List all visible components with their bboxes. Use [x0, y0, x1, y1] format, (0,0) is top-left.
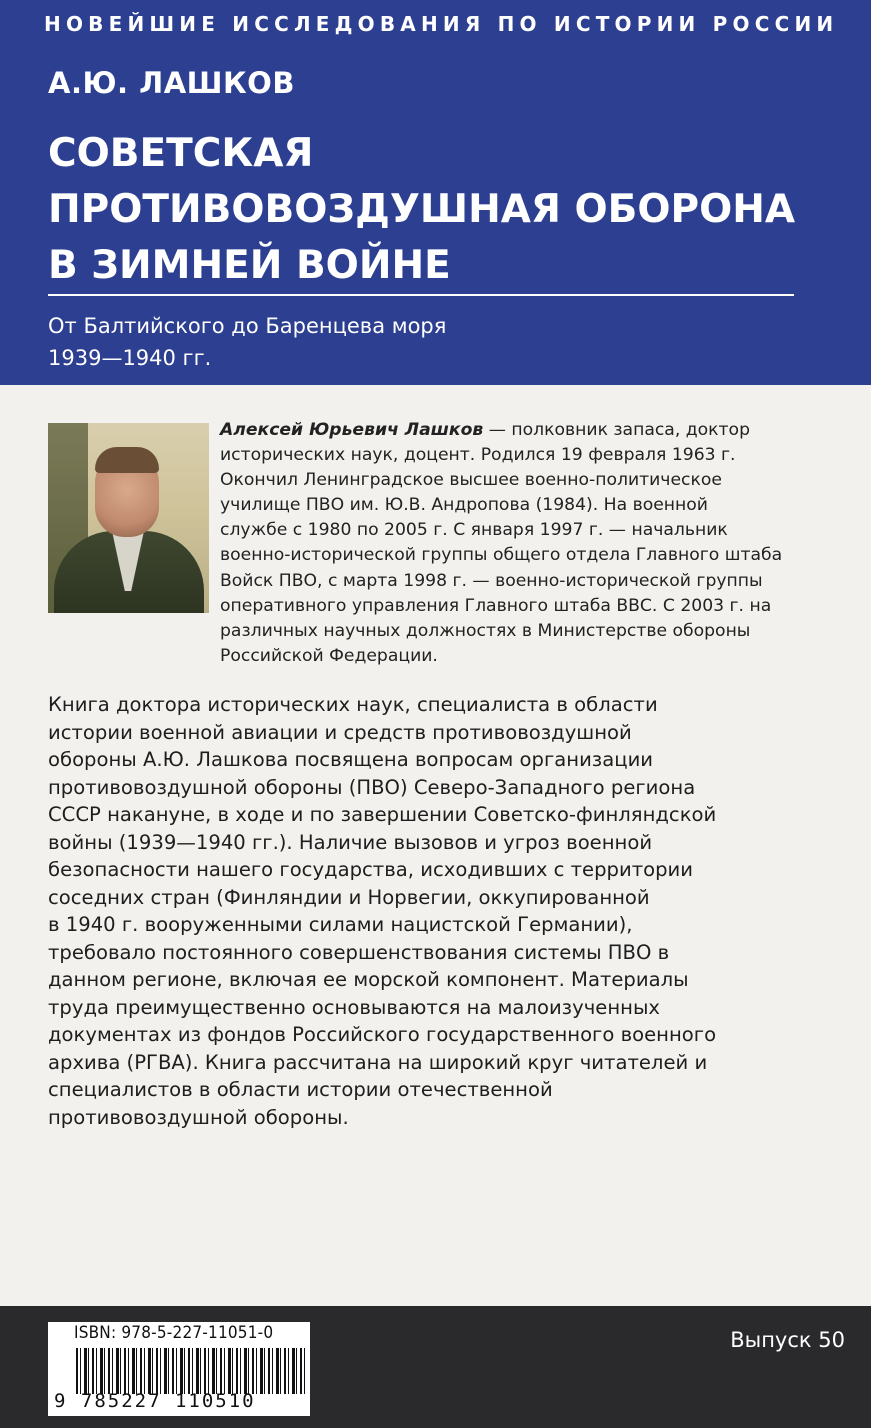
title-line: СОВЕТСКАЯ: [48, 131, 314, 176]
description-line: войны (1939—1940 гг.). Наличие вызовов и угроз военной: [48, 830, 653, 854]
subtitle-line: 1939—1940 гг.: [48, 346, 212, 370]
subtitle-line: От Балтийского до Баренцева моря: [48, 314, 447, 338]
bio-line: Войск ПВО, с марта 1998 г. — военно-исторической группы: [220, 570, 763, 591]
issue-number: Выпуск 50: [730, 1328, 845, 1352]
description-line: данном регионе, включая ее морской компонент. Материалы: [48, 968, 689, 991]
photo-hair: [95, 447, 159, 473]
description-line: противовоздушной обороны.: [48, 1105, 349, 1129]
description-line: труда преимущественно основываются на малоизученных: [48, 995, 661, 1019]
author-name: А.Ю. ЛАШКОВ: [48, 66, 295, 100]
description-line: Книга доктора исторических наук, специалиста в области: [48, 693, 658, 716]
author-photo: [48, 423, 209, 613]
bio-line: [220, 418, 830, 443]
barcode-bars: [76, 1348, 306, 1394]
description-line: безопасности нашего государства, исходивших с территории: [48, 858, 694, 881]
bio-line: училище ПВО им. Ю.В. Андропова (1984). На военной: [220, 495, 708, 516]
description-line: специалистов в области истории отечественной: [48, 1078, 553, 1101]
book-description: [48, 691, 848, 1131]
book-title: [48, 126, 848, 294]
title-line: ПРОТИВОВОЗДУШНАЯ ОБОРОНА: [48, 187, 796, 232]
description-line: документах из фондов Российского государственного военного: [48, 1023, 717, 1046]
title-divider: [48, 294, 794, 296]
bio-line: службе с 1980 по 2005 г. С января 1997 г. — начальник: [220, 520, 728, 541]
description-line: требовало постоянного совершенствования системы ПВО в: [48, 940, 670, 964]
description-line: истории военной авиации и средств противовоздушной: [48, 720, 632, 744]
description-line: в 1940 г. вооруженными силами нацистской Германии),: [48, 913, 633, 936]
bio-line: исторических наук, доцент. Родился 19 февраля 1963 г.: [220, 445, 736, 466]
bio-line: военно-исторической группы общего отдела Главного штаба: [220, 545, 783, 566]
description-line: СССР накануне, в ходе и по завершении Советско-финляндской: [48, 803, 717, 826]
barcode-digits: 9 785227 110510: [54, 1390, 256, 1412]
description-line: противовоздушной обороны (ПВО) Северо-Западного региона: [48, 775, 696, 799]
description-line: обороны А.Ю. Лашкова посвящена вопросам организации: [48, 748, 654, 771]
bio-author-name: Алексей Юрьевич Лашков: [220, 420, 484, 440]
bio-line: Окончил Ленинградское высшее военно-политическое: [220, 470, 722, 491]
bio-line: Российской Федерации.: [220, 645, 438, 666]
title-line: В ЗИМНЕЙ ВОЙНЕ: [48, 243, 451, 288]
author-bio: [220, 418, 830, 669]
book-subtitle: [48, 310, 446, 374]
barcode-label: [48, 1322, 310, 1416]
isbn-number: ISBN: 978-5-227-11051-0: [74, 1323, 274, 1343]
bio-line: различных научных должностях в Министерстве обороны: [220, 620, 751, 641]
bio-first-line: — полковник запаса, доктор: [483, 420, 750, 440]
description-line: соседних стран (Финляндии и Норвегии, оккупированной: [48, 885, 650, 909]
bio-line: оперативного управления Главного штаба ВВС. С 2003 г. на: [220, 595, 772, 616]
series-title: НОВЕЙШИЕ ИССЛЕДОВАНИЯ ПО ИСТОРИИ РОССИИ: [44, 12, 839, 36]
description-line: архива (РГВА). Книга рассчитана на широкий круг читателей и: [48, 1050, 708, 1074]
